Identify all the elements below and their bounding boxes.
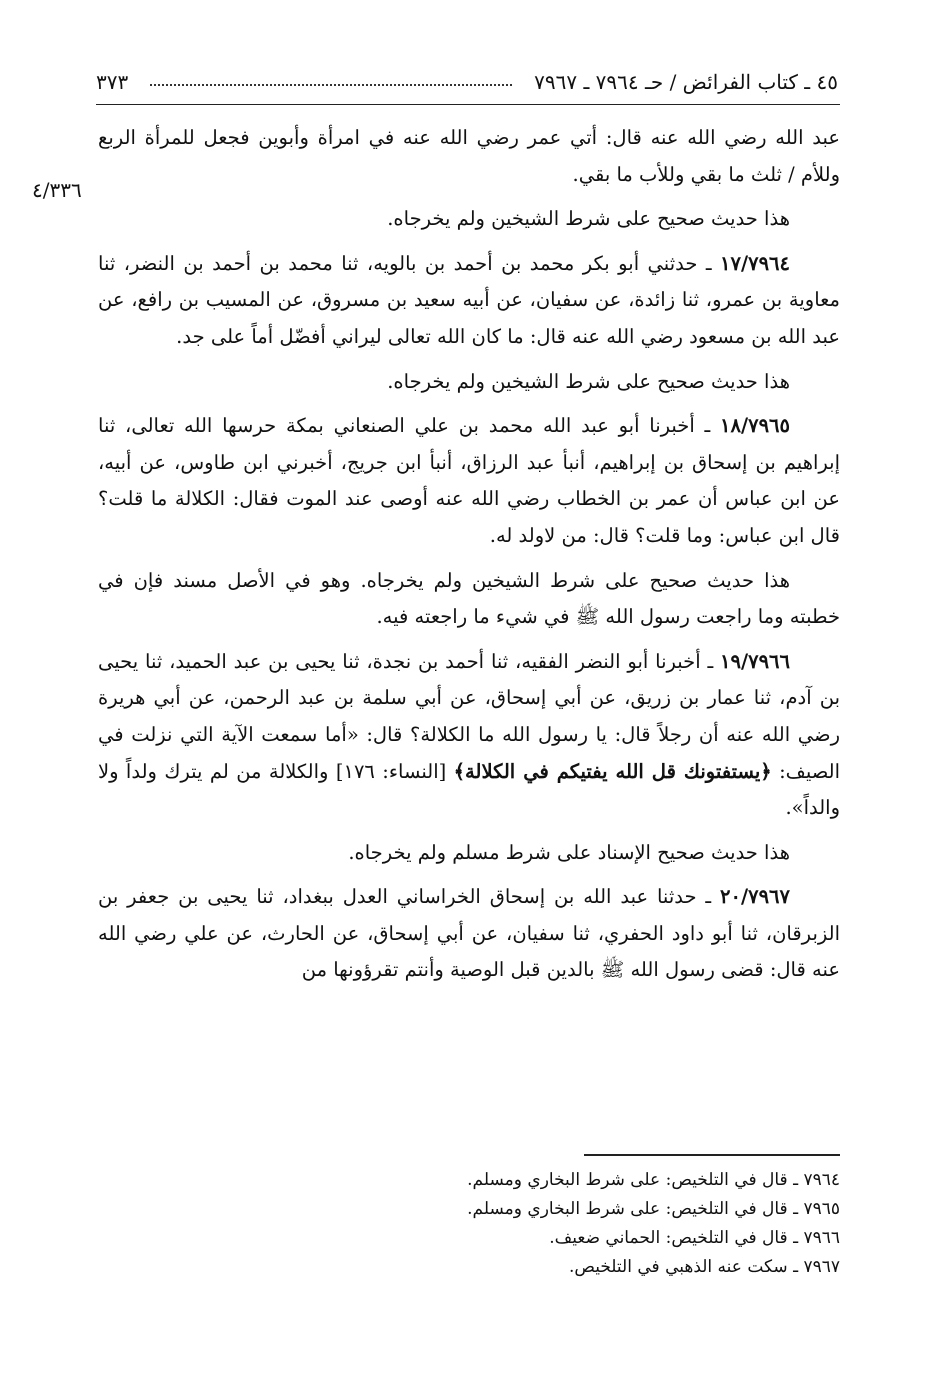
grading-statement: هذا حديث صحيح على شرط الشيخين ولم يخرجاه.	[387, 369, 790, 393]
hadith-paragraph	[98, 246, 840, 356]
quran-verse: ﴿يستفتونك قل الله يفتيكم في الكلالة﴾	[453, 759, 772, 783]
paragraph-text: عبد الله رضي الله عنه قال: أتي عمر رضي الله عنه في امرأة وأبوين فجعل للمرأة الربع وللأم / ثلث ما بقي وللأب ما بقي.	[98, 126, 840, 186]
hadith-number: ٢٠/٧٩٦٧	[720, 885, 790, 909]
hadith-text: ـ أخبرنا أبو النضر الفقيه، ثنا أحمد بن نجدة، ثنا يحيى بن عبد الحميد، ثنا يحيى بن آدم، ثنا عمار بن زريق، عن أبي إسحاق، عن أبي سلمة بن عبد الرحمن، عن أبي هريرة رضي الله عنه أن رجلاً قال: يا رسول الله ما الكلالة؟ قال: «أما سمعت الآية التي نزلت في الصيف:	[98, 649, 841, 783]
page-number: ٣٧٣	[96, 70, 129, 94]
header-divider	[96, 104, 840, 105]
margin-reference: ٤/٣٣٦	[32, 178, 82, 202]
page-header	[96, 62, 838, 102]
hadith-paragraph	[98, 408, 840, 554]
grading-statement: هذا حديث صحيح على شرط الشيخين ولم يخرجاه.	[387, 207, 790, 231]
footnotes	[98, 1166, 840, 1282]
hadith-number: ١٩/٧٩٦٦	[720, 649, 790, 673]
header-dot-leader	[150, 84, 512, 86]
footnote-divider	[584, 1154, 840, 1156]
hadith-number: ١٨/٧٩٦٥	[720, 414, 790, 438]
footnote: ٧٩٦٥ ـ قال في التلخيص: على شرط البخاري ومسلم.	[467, 1199, 840, 1219]
hadith-number: ١٧/٧٩٦٤	[720, 251, 790, 275]
hadith-paragraph	[98, 879, 840, 989]
hadith-text: ـ حدثنا عبد الله بن إسحاق الخراساني العدل ببغداد، ثنا يحيى بن جعفر بن الزبرقان، ثنا أبو داود الحفري، ثنا سفيان، عن أبي إسحاق، عن الحارث، عن علي رضي الله عنه قال: قضى رسول الله ﷺ بالدين قبل الوصية وأنتم تقرؤونها من	[98, 885, 840, 982]
footnote: ٧٩٦٧ ـ سكت عنه الذهبي في التلخيص.	[568, 1257, 840, 1277]
grading-statement: هذا حديث صحيح على شرط الشيخين ولم يخرجاه. وهو في الأصل مسند فإن في خطبته وما راجعت رسول الله ﷺ في شيء ما راجعته فيه.	[98, 568, 840, 629]
footnote: ٧٩٦٦ ـ قال في التلخيص: الحماني ضعيف.	[549, 1228, 840, 1248]
hadith-paragraph	[98, 644, 840, 827]
grading-statement: هذا حديث صحيح الإسناد على شرط مسلم ولم يخرجاه.	[348, 840, 790, 864]
running-title: ٤٥ ـ كتاب الفرائض / حـ ٧٩٦٤ ـ ٧٩٦٧	[534, 70, 838, 94]
hadith-text-continued: [النساء: ١٧٦] والكلالة من لم يترك ولداً ولا والداً».	[98, 759, 840, 820]
hadith-text: ـ أخبرنا أبو عبد الله محمد بن علي الصنعاني بمكة حرسها الله تعالى، ثنا إبراهيم بن إسحاق بن إبراهيم، أنبأ عبد الرزاق، أنبأ ابن جريج، أخبرني ابن طاوس، عن أبيه، عن ابن عباس أن عمر بن الخطاب رضي الله عنه أوصى عند الموت فقال: الكلالة ما قلت؟ قال ابن عباس: وما قلت؟ قال: من لاولد له.	[98, 414, 840, 547]
main-text	[98, 120, 840, 997]
footnote: ٧٩٦٤ ـ قال في التلخيص: على شرط البخاري ومسلم.	[467, 1170, 840, 1190]
hadith-text: ـ حدثني أبو بكر محمد بن أحمد بن بالويه، ثنا محمد بن أحمد بن النضر، ثنا معاوية بن عمرو، ثنا زائدة، عن سفيان، عن أبيه سعيد بن مسروق، عن المسيب بن رافع، عن عبد الله بن مسعود رضي الله عنه قال: ما كان الله تعالى ليراني أفضّل أماً على جد.	[98, 251, 840, 348]
continuation-paragraph	[98, 120, 840, 193]
